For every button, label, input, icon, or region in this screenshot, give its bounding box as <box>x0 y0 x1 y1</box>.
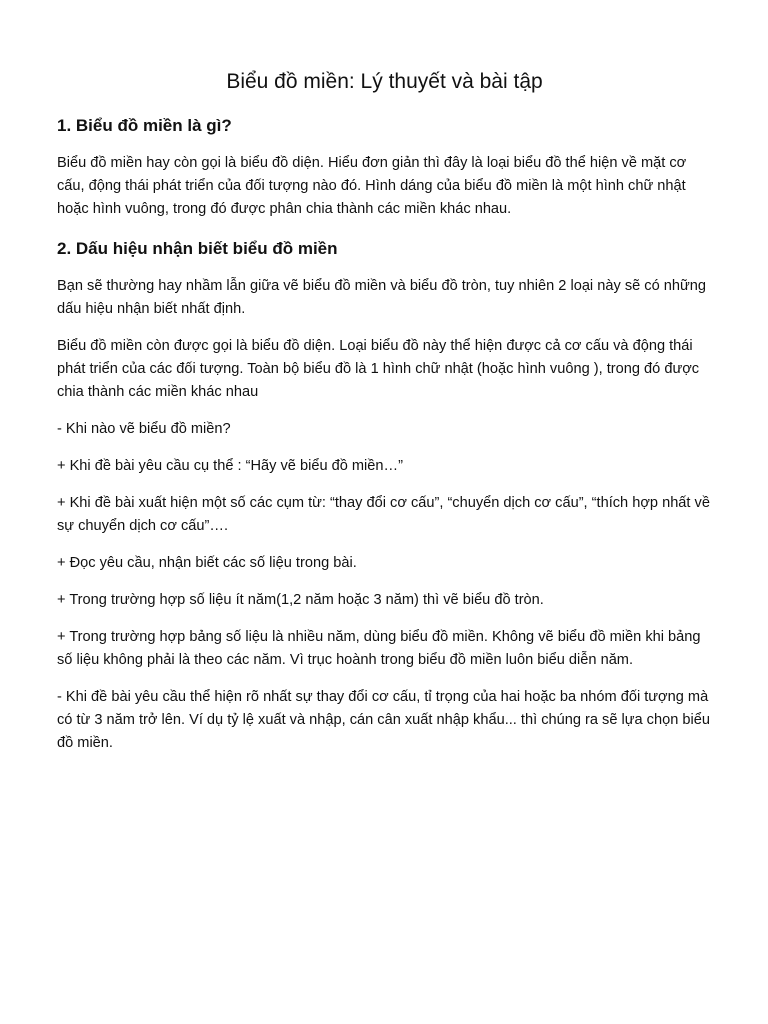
section-heading-2: 2. Dấu hiệu nhận biết biểu đồ miền <box>57 239 338 258</box>
section-1-paragraph: Biểu đồ miền hay còn gọi là biểu đồ diện. Hiểu đơn giản thì đây là loại biểu đồ thể hiện về mặt cơ cấu, động thái phát triển của đối tượng nào đó. Hình dáng của biểu đồ miền là một hình chữ nhật hoặc hình vuông, trong đó được phân chia thành các miền khác nhau. <box>57 155 687 217</box>
section-2-bullet-2: + Khi đề bài xuất hiện một số các cụm từ: “thay đổi cơ cấu”, “chuyển dịch cơ cấu”, “thích hợp nhất về sự chuyển dịch cơ cấu”…. <box>57 495 710 534</box>
section-2-bullet-5: + Trong trường hợp bảng số liệu là nhiều năm, dùng biểu đồ miền. Không vẽ biểu đồ miền khi bảng số liệu không phải là theo các năm. Vì trục hoành trong biểu đồ miền luôn biểu diễn năm. <box>57 629 701 668</box>
section-2-question: - Khi nào vẽ biểu đồ miền? <box>57 421 231 437</box>
section-2-bullet-3: + Đọc yêu cầu, nhận biết các số liệu trong bài. <box>57 555 357 571</box>
section-2-paragraph-2: Biểu đồ miền còn được gọi là biểu đồ diện. Loại biểu đồ này thể hiện được cả cơ cấu và động thái phát triển của các đối tượng. Toàn bộ biểu đồ là 1 hình chữ nhật (hoặc hình vuông ), trong đó được chia thành các miền khác nhau <box>57 338 700 400</box>
section-2-bullet-4: + Trong trường hợp số liệu ít năm(1,2 năm hoặc 3 năm) thì vẽ biểu đồ tròn. <box>57 592 544 608</box>
section-2-paragraph-last: - Khi đề bài yêu cầu thể hiện rõ nhất sự thay đổi cơ cấu, tỉ trọng của hai hoặc ba nhóm đối tượng mà có từ 3 năm trở lên. Ví dụ tỷ lệ xuất và nhập, cán cân xuất nhập khẩu... thì chúng ra sẽ lựa chọn biểu đồ miền. <box>57 689 710 751</box>
document-title: Biểu đồ miền: Lý thuyết và bài tập <box>226 70 543 93</box>
section-heading-1: 1. Biểu đồ miền là gì? <box>57 116 232 135</box>
section-2-paragraph-1: Bạn sẽ thường hay nhầm lẫn giữa vẽ biểu đồ miền và biểu đồ tròn, tuy nhiên 2 loại này sẽ có những dấu hiệu nhận biết nhất định. <box>57 278 706 317</box>
section-2-bullet-1: + Khi đề bài yêu cầu cụ thể : “Hãy vẽ biểu đồ miền…” <box>57 458 403 474</box>
